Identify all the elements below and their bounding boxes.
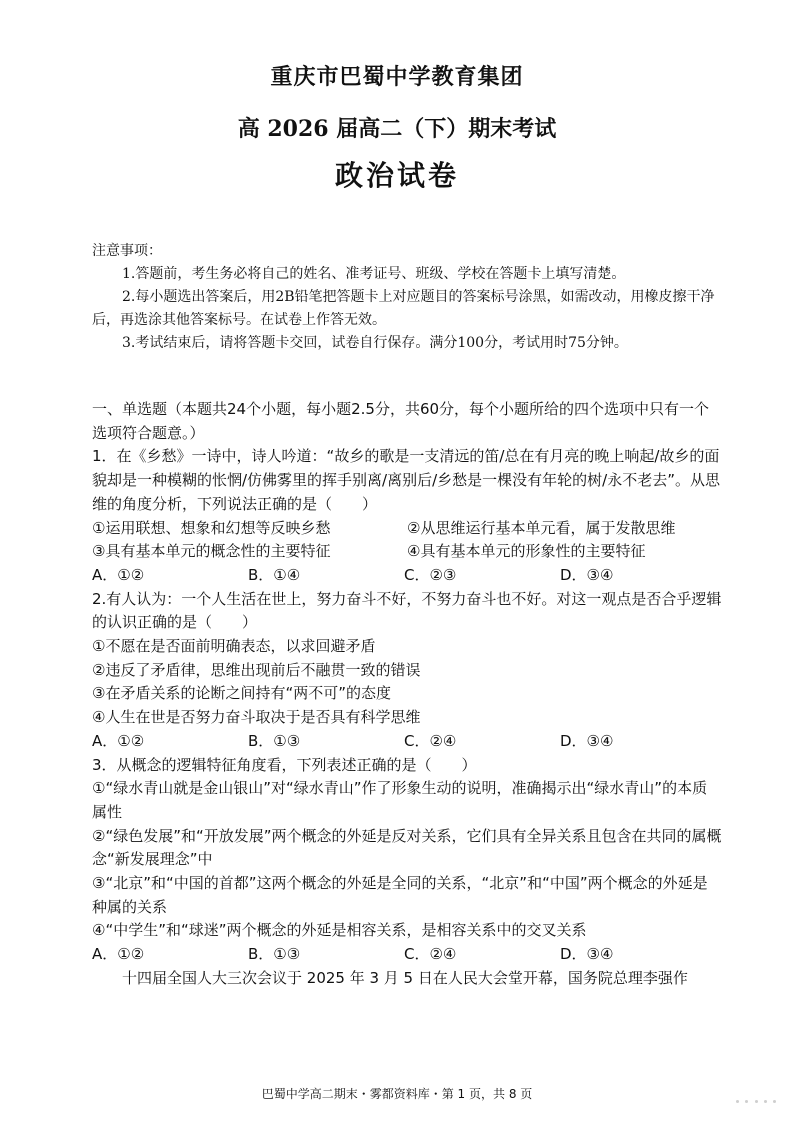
page-footer: 巴蜀中学高二期末・雾都资料库・第 1 页，共 8 页 <box>261 1087 533 1101</box>
question-1-statements-row <box>92 517 722 541</box>
note-item: 1.答题前，考生务必将自己的姓名、准考证号、班级、学校在答题卡上填写清楚。 <box>122 266 626 282</box>
option-c: C．②③ <box>404 565 457 584</box>
questions-body <box>92 398 722 991</box>
note-item: 3.考试结束后，请将答题卡交回，试卷自行保存。满分100分，考试用时75分钟。 <box>122 335 628 351</box>
note-item: 2.每小题选出答案后，用2B铅笔把答题卡上对应题目的答案标号涂黑，如需改动，用橡皮擦干净后，再选涂其他答案标号。在试卷上作答无效。 <box>92 289 715 328</box>
statement: ④具有基本单元的形象性的主要特征 <box>407 542 646 561</box>
statement: ③在矛盾关系的论断之间持有“两不可”的态度 <box>92 684 391 703</box>
option-b: B．①④ <box>248 565 301 584</box>
question-2-options <box>92 730 722 754</box>
notes-block <box>92 240 722 355</box>
statement: ①运用联想、想象和幻想等反映乡愁 <box>92 518 331 537</box>
material-intro: 十四届全国人大三次会议于 2025 年 3 月 5 日在人民大会堂开幕，国务院总理李强作 <box>122 968 688 987</box>
dot <box>736 1100 739 1103</box>
school-title: 重庆市巴蜀中学教育集团 <box>270 64 524 90</box>
option-d: D．③④ <box>560 731 614 750</box>
question-1-stem: 1．在《乡愁》一诗中，诗人吟道：“故乡的歌是一支清远的笛/总在有月亮的晚上响起/故乡的面貌却是一种模糊的怅惘/仿佛雾里的挥手别离/离别后/乡愁是一棵没有年轮的树/永不老去”。从思维的角度分析，下列说法正确的是（ ） <box>92 447 720 513</box>
statement: ④“中学生”和“球迷”两个概念的外延是相容关系，是相容关系中的交叉关系 <box>92 921 587 940</box>
option-c: C．②④ <box>404 731 457 750</box>
section-title: 一、单选题（本题共24个小题，每小题2.5分，共60分，每个小题所给的四个选项中只有一个选项符合题意。） <box>92 400 710 442</box>
option-c: C．②④ <box>404 945 457 964</box>
notes-title: 注意事项： <box>92 243 162 259</box>
option-d: D．③④ <box>560 565 614 584</box>
question-1-statements-row <box>92 540 722 564</box>
statement: ③“北京”和“中国的首都”这两个概念的外延是全同的关系，“北京”和“中国”两个概念的外延是种属的关系 <box>92 874 708 916</box>
dot <box>755 1100 758 1103</box>
dot <box>745 1100 748 1103</box>
option-d: D．③④ <box>560 945 614 964</box>
option-b: B．①③ <box>248 945 301 964</box>
statement: ③具有基本单元的概念性的主要特征 <box>92 542 331 561</box>
dot <box>773 1100 776 1103</box>
subject-title: 政治试卷 <box>334 159 459 192</box>
option-a: A．①② <box>92 945 145 964</box>
corner-dots <box>736 1100 776 1106</box>
statement: ②从思维运行基本单元看，属于发散思维 <box>407 518 676 537</box>
question-3-stem: 3．从概念的逻辑特征角度看，下列表述正确的是（ ） <box>92 755 477 774</box>
question-2-stem: 2.有人认为：一个人生活在世上，努力奋斗不好，不努力奋斗也不好。对这一观点是否合乎逻辑的认识正确的是（ ） <box>92 589 722 632</box>
option-b: B．①③ <box>248 731 301 750</box>
statement: ①“绿水青山就是金山银山”对“绿水青山”作了形象生动的说明，准确揭示出“绿水青山”的本质属性 <box>92 779 708 821</box>
option-a: A．①② <box>92 731 145 750</box>
statement: ②违反了矛盾律，思维出现前后不融贯一致的错误 <box>92 660 421 679</box>
option-a: A．①② <box>92 565 145 584</box>
statement: ④人生在世是否努力奋斗取决于是否具有科学思维 <box>92 708 421 727</box>
question-3-options <box>92 943 722 967</box>
exam-title: 高 2026 届高二（下）期末考试 <box>237 116 557 142</box>
question-1-options <box>92 564 722 588</box>
statement: ②“绿色发展”和“开放发展”两个概念的外延是反对关系，它们具有全异关系且包含在共同的属概念“新发展理念”中 <box>92 826 722 869</box>
statement: ①不愿在是否面前明确表态，以求回避矛盾 <box>92 637 376 656</box>
dot <box>764 1100 767 1103</box>
